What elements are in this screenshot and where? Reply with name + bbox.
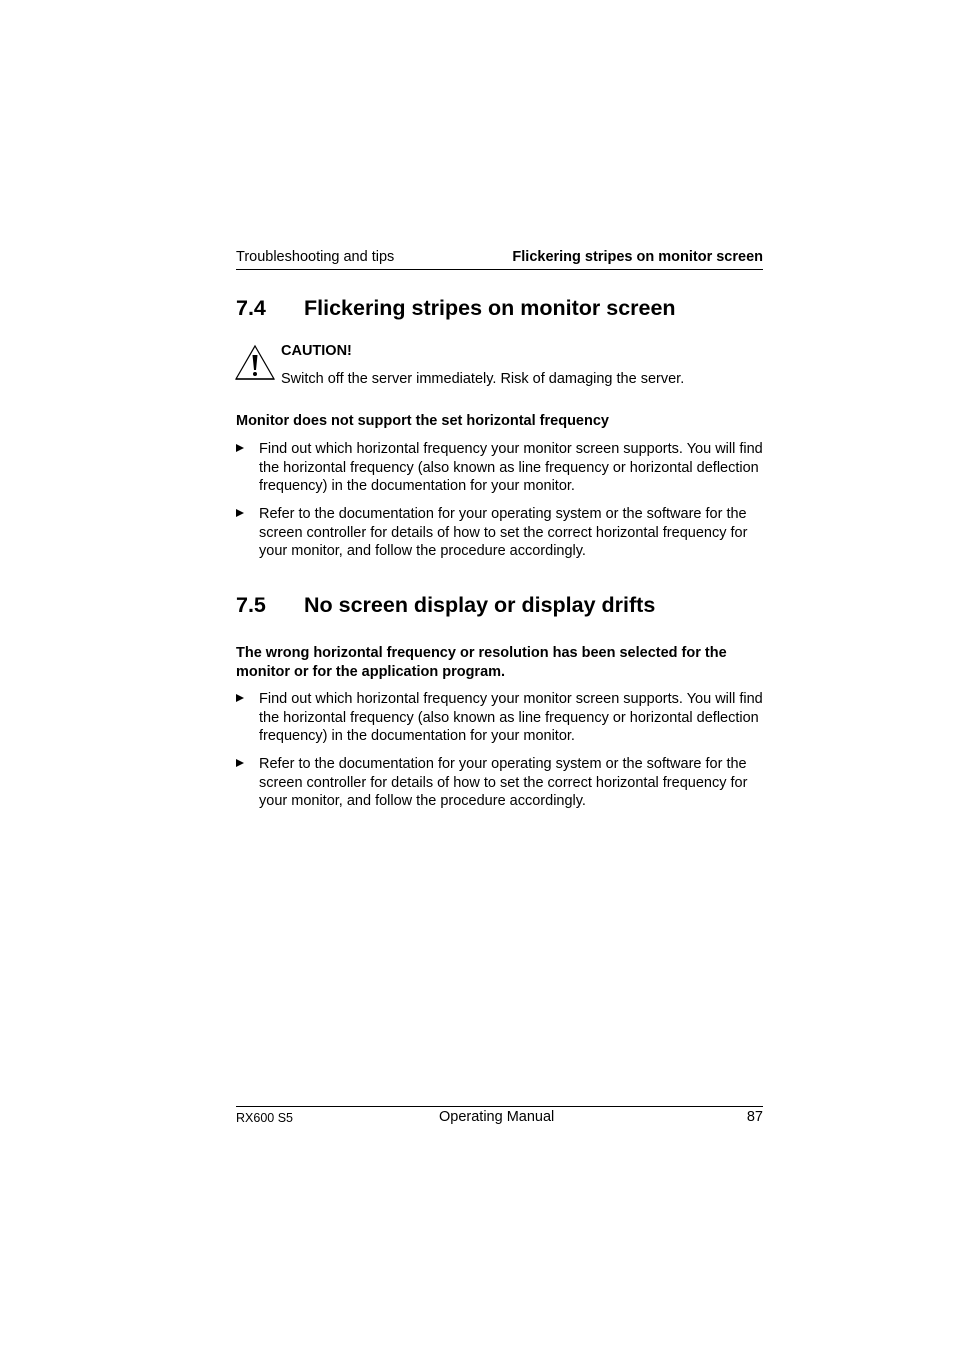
page-number: 87 [746,1109,763,1125]
list-item-text: Find out which horizontal frequency your monitor screen supports. You will find the horizontal frequency (also known as line frequency or horizontal deflection frequency) in the documentation for your monitor. [259,441,763,494]
bullet-arrow-icon [236,509,244,517]
section-number: 7.4 [236,296,266,320]
header-rule [236,269,763,270]
warning-v-icon [235,343,275,381]
caution-title: CAUTION! [281,343,352,359]
section-heading-7-5 [236,593,655,618]
section-heading-7-4 [236,296,676,321]
subheading-7-5: The wrong horizontal frequency or resolution has been selected for the monitor or for the application program. [236,645,727,680]
running-header-chapter: Troubleshooting and tips [236,249,395,265]
bullet-arrow-icon [236,694,244,702]
bullet-arrow-icon [236,759,244,767]
footer-manual-title: Operating Manual [439,1109,555,1125]
footer-product: RX600 S5 [236,1111,293,1125]
running-header-section: Flickering stripes on monitor screen [512,249,763,265]
list-item-text: Refer to the documentation for your operating system or the software for the screen controller for details of how to set the correct horizontal frequency for your monitor, and follow the procedure accordingly. [259,506,748,559]
list-item [236,690,763,746]
section-title: No screen display or display drifts [304,593,656,617]
list-item [236,505,763,561]
subheading-7-4: Monitor does not support the set horizontal frequency [236,413,609,429]
list-item [236,755,763,811]
list-item-text: Refer to the documentation for your operating system or the software for the screen controller for details of how to set the correct horizontal frequency for your monitor, and follow the procedure accordingly. [259,756,748,809]
section-title: Flickering stripes on monitor screen [304,296,676,320]
footer-rule [236,1106,763,1107]
bullet-arrow-icon [236,444,244,452]
section-number: 7.5 [236,593,266,617]
list-item-text: Find out which horizontal frequency your monitor screen supports. You will find the horizontal frequency (also known as line frequency or horizontal deflection frequency) in the documentation for your monitor. [259,691,763,744]
list-item [236,440,763,496]
caution-text: Switch off the server immediately. Risk of damaging the server. [281,371,685,387]
